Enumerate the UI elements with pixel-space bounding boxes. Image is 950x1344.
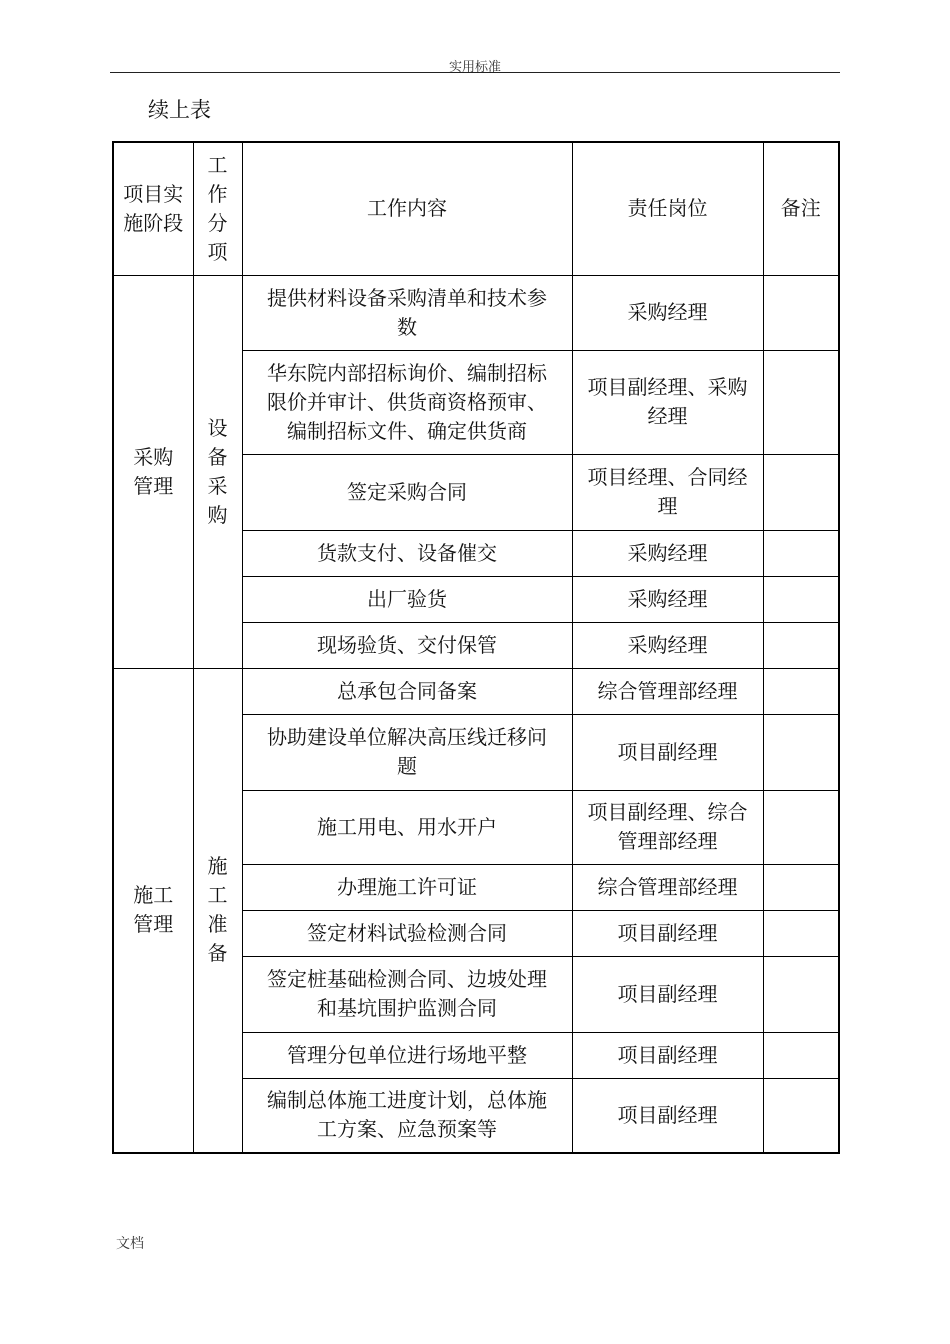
responsible-role-cell: 项目副经理	[572, 714, 763, 790]
column-header-role: 责任岗位	[572, 142, 763, 275]
work-content-cell: 货款支付、设备催交	[242, 530, 572, 576]
responsible-role-cell: 综合管理部经理	[572, 864, 763, 910]
note-cell	[763, 1032, 839, 1078]
work-content-cell: 提供材料设备采购清单和技术参 数	[242, 275, 572, 350]
note-cell	[763, 350, 839, 454]
responsibility-table	[112, 141, 840, 1154]
column-header-stage: 项目实 施阶段	[113, 142, 193, 275]
table-row	[113, 275, 839, 350]
responsible-role-cell: 采购经理	[572, 576, 763, 622]
work-content-cell: 编制总体施工进度计划，总体施 工方案、应急预案等	[242, 1078, 572, 1153]
page-header: 实用标准	[448, 60, 501, 75]
note-cell	[763, 790, 839, 864]
column-header-item: 工 作 分 项	[193, 142, 242, 275]
table-header-row	[113, 142, 839, 275]
work-item-cell: 施 工 准 备	[193, 668, 242, 1153]
responsible-role-cell: 采购经理	[572, 530, 763, 576]
note-cell	[763, 622, 839, 668]
work-content-cell: 办理施工许可证	[242, 864, 572, 910]
work-content-cell: 签定采购合同	[242, 454, 572, 530]
responsible-role-cell: 项目经理、合同经 理	[572, 454, 763, 530]
responsible-role-cell: 项目副经理	[572, 910, 763, 956]
stage-cell: 采购 管理	[113, 275, 193, 668]
note-cell	[763, 864, 839, 910]
work-content-cell: 华东院内部招标询价、编制招标 限价并审计、供货商资格预审、 编制招标文件、确定供货商	[242, 350, 572, 454]
responsible-role-cell: 采购经理	[572, 622, 763, 668]
note-cell	[763, 910, 839, 956]
note-cell	[763, 668, 839, 714]
responsible-role-cell: 项目副经理、综合 管理部经理	[572, 790, 763, 864]
table-row	[113, 668, 839, 714]
responsible-role-cell: 项目副经理	[572, 1078, 763, 1153]
work-content-cell: 签定材料试验检测合同	[242, 910, 572, 956]
table-continued-caption: 续上表	[148, 98, 211, 122]
column-header-content: 工作内容	[242, 142, 572, 275]
work-item-cell: 设 备 采 购	[193, 275, 242, 668]
work-content-cell: 签定桩基础检测合同、边坡处理 和基坑围护监测合同	[242, 956, 572, 1032]
work-content-cell: 现场验货、交付保管	[242, 622, 572, 668]
work-content-cell: 管理分包单位进行场地平整	[242, 1032, 572, 1078]
note-cell	[763, 956, 839, 1032]
table-body	[113, 142, 839, 1153]
work-content-cell: 施工用电、用水开户	[242, 790, 572, 864]
work-content-cell: 出厂验货	[242, 576, 572, 622]
note-cell	[763, 714, 839, 790]
column-header-note: 备注	[763, 142, 839, 275]
note-cell	[763, 454, 839, 530]
header-rule	[110, 72, 840, 73]
note-cell	[763, 1078, 839, 1153]
responsible-role-cell: 综合管理部经理	[572, 668, 763, 714]
note-cell	[763, 275, 839, 350]
note-cell	[763, 530, 839, 576]
note-cell	[763, 576, 839, 622]
work-content-cell: 协助建设单位解决高压线迁移问 题	[242, 714, 572, 790]
responsible-role-cell: 项目副经理	[572, 1032, 763, 1078]
stage-cell: 施工 管理	[113, 668, 193, 1153]
work-content-cell: 总承包合同备案	[242, 668, 572, 714]
responsible-role-cell: 采购经理	[572, 275, 763, 350]
responsible-role-cell: 项目副经理	[572, 956, 763, 1032]
responsible-role-cell: 项目副经理、采购 经理	[572, 350, 763, 454]
page-footer: 文档	[116, 1236, 144, 1252]
